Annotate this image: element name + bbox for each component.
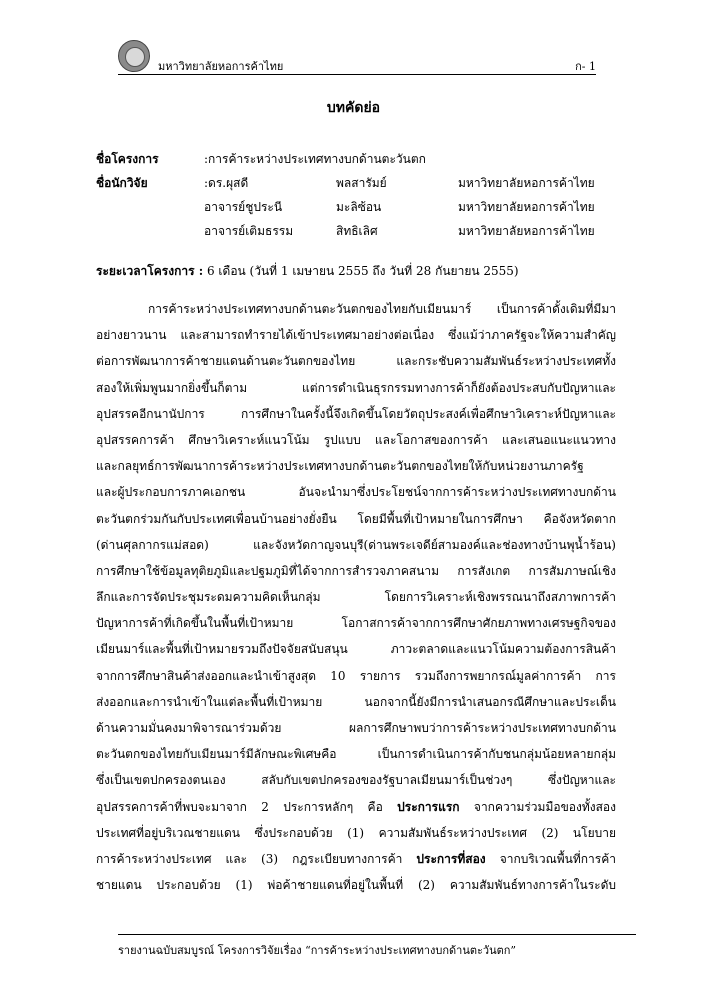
- project-label: ชื่อโครงการ: [96, 152, 159, 166]
- abstract-line: และผู้ประกอบการภาคเอกชน อันจะนำมาซึ่งประโยชน์จากการค้าระหว่างประเทศทางบกด้าน: [96, 485, 616, 500]
- researcher-name: อาจารย์เติมธรรม: [204, 224, 294, 238]
- abstract-line: ด้านความมั่นคงมาพิจารณาร่วมด้วย ผลการศึกษาพบว่าการค้าระหว่างประเทศทางบกด้าน: [96, 721, 616, 735]
- researcher-row: [96, 174, 616, 198]
- abstract-line: ตะวันตกของไทยกับเมียนมาร์มีลักษณะพิเศษคือ เป็นการดำเนินการค้ากับชนกลุ่มน้อยหลายกลุ่ม: [96, 747, 616, 762]
- abstract-line: จากการศึกษาสินค้าส่งออกและนำเข้าสูงสุด 10 รายการ รวมถึงการพยากรณ์มูลค่าการค้า การ: [96, 668, 616, 683]
- abstract-line: [96, 846, 616, 872]
- abstract-line: อย่างยาวนาน และสามารถทำรายได้เข้าประเทศมาอย่างต่อเนื่อง ซึ่งแม้ว่าภาครัฐจะให้ความสำคัญ: [96, 328, 616, 343]
- abstract-line: ต่อการพัฒนาการค้าชายแดนด้านตะวันตกของไทย และกระชับความสัมพันธ์ระหว่างประเทศทั้ง: [96, 354, 616, 369]
- abstract-line: (ด่านศุลกากรแม่สอด) และจังหวัดกาญจนบุรี(ด่านพระเจดีย์สามองค์และช่องทางบ้านพุน้ำร้อน): [96, 537, 616, 552]
- bold-phrase: ประการที่สอง: [416, 851, 486, 866]
- project-metadata: [96, 150, 616, 246]
- abstract-line: ซึ่งเป็นเขตปกครองตนเอง สลับกับเขตปกครองของรัฐบาลเมียนมาร์เป็นช่วงๆ ซึ่งปัญหาและ: [96, 773, 616, 788]
- duration-value: 6 เดือน (วันที่ 1 เมษายน 2555 ถึง วันที่ 28 กันยายน 2555): [206, 264, 519, 278]
- researcher-surname: พลสารัมย์: [336, 176, 387, 190]
- abstract-line: การศึกษาใช้ข้อมูลทุติยภูมิและปฐมภูมิที่ได้จากการสำรวจภาคสนาม การสังเกต การสัมภาษณ์เชิง: [96, 563, 616, 578]
- page-footer: รายงานฉบับสมบูรณ์ โครงการวิจัยเรื่อง “การค้าระหว่างประเทศทางบกด้านตะวันตก”: [118, 934, 636, 959]
- abstract-line: และกลยุทธ์การพัฒนาการค้าระหว่างประเทศทางบกด้านตะวันตกของไทยให้กับหน่วยงานภาครัฐ: [96, 459, 584, 474]
- researcher-name: :ดร.ผุสดี: [204, 176, 249, 190]
- researcher-institution: มหาวิทยาลัยหอการค้าไทย: [458, 224, 595, 238]
- header-university: มหาวิทยาลัยหอการค้าไทย: [158, 60, 284, 73]
- page-header: [118, 40, 596, 75]
- abstract-body: [96, 296, 616, 898]
- project-duration: [96, 262, 519, 281]
- abstract-line: สองให้เพิ่มพูนมากยิ่งขึ้นก็ตาม แต่การดำเนินธุรกรรมทางการค้าก็ยังต้องประสบกับปัญหาและ: [96, 380, 616, 395]
- researcher-row: [96, 222, 616, 246]
- abstract-line: ลึกและการจัดประชุมระดมความคิดเห็นกลุ่ม โดยการวิเคราะห์เชิงพรรณนาถึงสภาพการค้า: [96, 590, 616, 605]
- abstract-line: ตะวันตกร่วมกันกับประเทศเพื่อนบ้านอย่างยั่งยืน โดยมีพื้นที่เป้าหมายในการศึกษา คือจังหวัดตาก: [96, 511, 616, 526]
- abstract-line: [96, 794, 616, 820]
- abstract-line: การค้าระหว่างประเทศทางบกด้านตะวันตกของไทยกับเมียนมาร์ เป็นการค้าดั้งเดิมที่มีมา: [148, 302, 616, 316]
- bold-phrase: ประการแรก: [397, 799, 460, 814]
- researcher-surname: สิทธิเลิศ: [336, 224, 378, 238]
- project-row: [96, 150, 616, 174]
- researcher-name: อาจารย์ชูประนี: [204, 200, 283, 214]
- researcher-row: [96, 198, 616, 222]
- abstract-line: ประเทศที่อยู่บริเวณชายแดน ซึ่งประกอบด้วย (1) ความสัมพันธ์ระหว่างประเทศ (2) นโยบาย: [96, 825, 616, 840]
- page-number: ก- 1: [575, 60, 596, 73]
- abstract-line: ส่งออกและการนำเข้าในแต่ละพื้นที่เป้าหมาย นอกจากนี้ยังมีการนำเสนอกรณีศึกษาและประเด็น: [96, 694, 616, 709]
- researchers-label: ชื่อนักวิจัย: [96, 176, 148, 190]
- abstract-line: อุปสรรคอีกนานัปการ การศึกษาในครั้งนี้จึงเกิดขึ้นโดยวัตถุประสงค์เพื่อศึกษาวิเคราะห์ปัญหาและ: [96, 406, 616, 421]
- researcher-institution: มหาวิทยาลัยหอการค้าไทย: [458, 176, 595, 190]
- abstract-line: ปัญหาการค้าที่เกิดขึ้นในพื้นที่เป้าหมาย โอกาสการค้าจากการศึกษาศักยภาพทางเศรษฐกิจของ: [96, 616, 616, 631]
- researcher-surname: มะลิซ้อน: [336, 200, 382, 214]
- line-text: จากบริเวณพื้นที่การค้า: [485, 851, 616, 866]
- abstract-line: ชายแดน ประกอบด้วย (1) พ่อค้าชายแดนที่อยู่ในพื้นที่ (2) ความสัมพันธ์ทางการค้าในระดับ: [96, 878, 616, 893]
- document-title: บทคัดย่อ: [326, 100, 381, 116]
- duration-label: ระยะเวลาโครงการ :: [96, 264, 204, 278]
- line-text: จากความร่วมมือของทั้งสอง: [459, 799, 616, 814]
- project-value: :การค้าระหว่างประเทศทางบกด้านตะวันตก: [204, 152, 426, 166]
- abstract-line: เมียนมาร์และพื้นที่เป้าหมายรวมถึงปัจจัยสนับสนุน ภาวะตลาดและแนวโน้มความต้องการสินค้า: [96, 642, 616, 657]
- university-logo-icon: [118, 40, 150, 72]
- line-text: การค้าระหว่างประเทศ และ (3) กฎระเบียบทางการค้า: [96, 851, 417, 866]
- abstract-line: อุปสรรคการค้า ศึกษาวิเคราะห์แนวโน้ม รูปแบบ และโอกาสของการค้า และเสนอแนะแนวทาง: [96, 432, 616, 447]
- researcher-institution: มหาวิทยาลัยหอการค้าไทย: [458, 200, 595, 214]
- line-text: อุปสรรคการค้าที่พบจะมาจาก 2 ประการหลักๆ คือ: [96, 799, 398, 814]
